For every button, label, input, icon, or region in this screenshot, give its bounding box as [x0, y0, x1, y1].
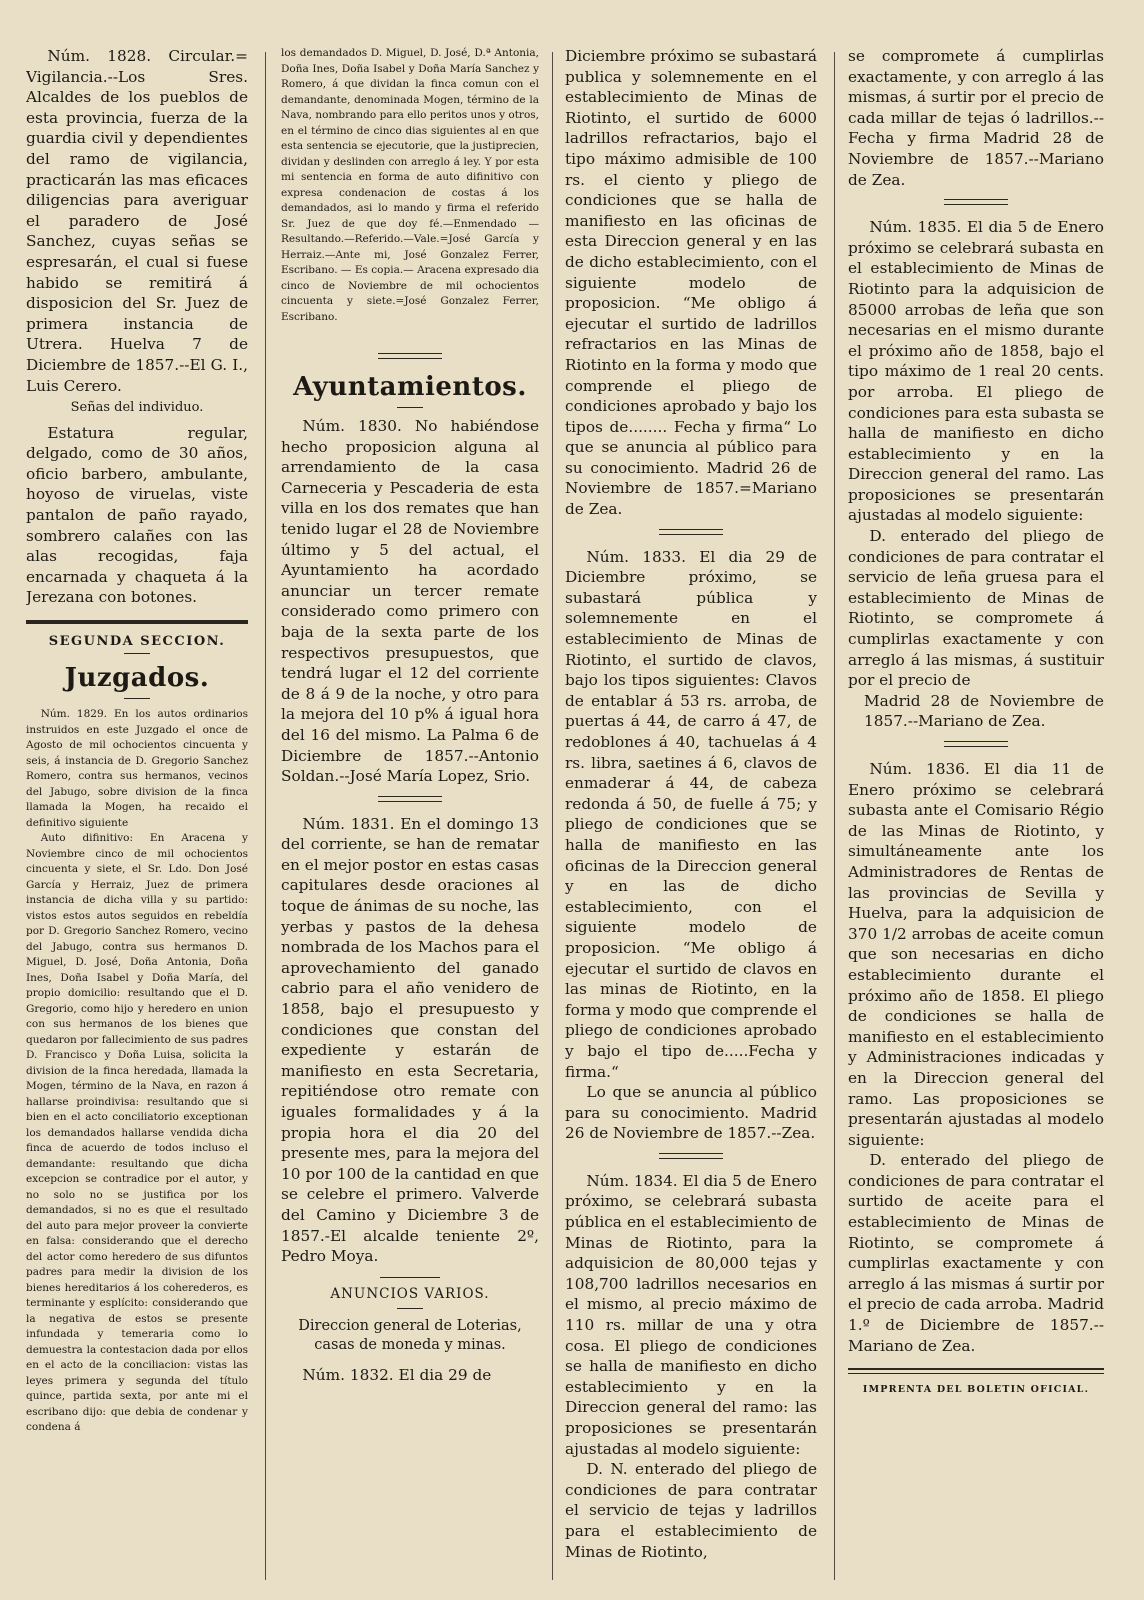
senas-text: Estatura regular, delgado, como de 30 años, oficio barbero, ambulante, hoyoso de viruelas, viste pantalon de paño rayado, sombrero calañes con las alas recogidas, faja encarnada y chaqueta á la Jerezana con botones.	[26, 423, 248, 607]
notice-1836: Núm. 1836. El dia 11 de Enero próximo se celebrará subasta ante el Comisario Régio de las Minas de Riotinto, y simultáneamente ante los Administradores de Rentas de las provincias de Sevilla y Huelva, para la adquisicion de 370 1/2 arrobas de aceite comun que son necesarias en dicho establecimiento durante el próximo año de 1858. El pliego de condiciones se halla de manifiesto en el establecimiento y Administraciones indicadas y en la Direccion general del ramo. Las proposiciones se presentarán ajustadas al modelo siguiente:	[848, 760, 1104, 1149]
ornament-divider	[944, 199, 1008, 205]
notice-1832: Núm. 1832. El dia 29 de	[302, 1365, 492, 1384]
notice-1834-continuation: se compromete á cumplirlas exactamente, y con arreglo á las mismas, á surtir por el precio de cada millar de tejas ó ladrillos.--Fecha y firma Madrid 28 de Noviembre de 1857.--Mariano de Zea.	[848, 47, 1104, 189]
auto-continuation: los demandados D. Miguel, D. José, D.ª Antonia, Doña Ines, Doña Isabel y Doña María Sanchez y Romero, á que dividan la finca comun con el demandante, denominada Mogen, término de la Nava, nombrando para ello peritos unos y otros, en el término de cinco dias siguientes al en que esta sentencia se ejecutorie, que la justiprecien, dividan y deslinden con arreglo á ley. Y por esta mi sentencia en forma de auto difinitivo con expresa condenacion de costas á los demandados, asi lo mando y firma el referido Sr. Juez de que doy fé.—Enmendado —Resultando.—Referido.—Vale.=José García y Herraiz.—Ante mi, José Gonzalez Ferrer, Escribano. — Es copia.— Aracena expresado dia cinco de Noviembre de mil ochocientos cincuenta y siete.=José Gonzalez Ferrer, Escribano.	[281, 47, 539, 323]
ornament-divider	[944, 741, 1008, 747]
notice-1832-continuation: Diciembre próximo se subastará publica y solemnemente en el establecimiento de Minas de Riotinto, el surtido de 6000 ladrillos refractarios, bajo el tipo máximo admisible de 100 rs. el ciento y pliego de condiciones que se halla de manifiesto en las oficinas de esta Direccion general y en las de dicho establecimiento, con el siguiente modelo de proposicion. “Me obligo á ejecutar el surtido de ladrillos refractarios en las Minas de Riotinto en la forma y modo que comprende el pliego de condiciones aprobado y bajo los tipos de........ Fecha y firma“ Lo que se anuncia al público para su conocimiento. Madrid 26 de Noviembre de 1857.=Mariano de Zea.	[565, 47, 817, 519]
column-3	[565, 46, 817, 1590]
direccion-title: Direccion general de Loterias, casas de moneda y minas.	[298, 1317, 522, 1353]
column-divider	[834, 52, 835, 1580]
imprenta-footer: IMPRENTA DEL BOLETIN OFICIAL.	[862, 1384, 1090, 1396]
section-title: SEGUNDA SECCION.	[48, 634, 226, 650]
ornament-divider	[659, 529, 723, 535]
notice-1835-fecha: Madrid 28 de Noviembre de 1857.--Mariano de Zea.	[864, 691, 1104, 731]
notice-1828: Núm. 1828. Circular.= Vigilancia.--Los Sres. Alcaldes de los pueblos de esta provincia, fuerza de la guardia civil y dependientes del ramo de vigilancia, practicarán las mas eficaces diligencias para averiguar el paradero de José Sanchez, cuyas señas se espresarán, el cual si fuese habido se remitirá á disposicion del Sr. Juez de primera instancia de Utrera. Huelva 7 de Diciembre de 1857.--El G. I., Luis Cerero.	[26, 47, 248, 395]
notice-1834-modelo: D. N. enterado del pliego de condiciones de para contratar el servicio de tejas y ladrillos para el establecimiento de Minas de Riotinto,	[565, 1460, 817, 1561]
dash-divider	[397, 407, 423, 408]
dash-divider	[380, 1277, 440, 1278]
notice-1829: Núm. 1829. En los autos ordinarios instruidos en este Juzgado el once de Agosto de mil ochocientos cincuenta y seis, á instancia de D. Gregorio Sanchez Romero, contra sus hermanos, vecinos del Jabugo, sobre division de la finca llamada la Mogen, ha recaido el definitivo siguiente	[26, 708, 248, 829]
double-rule	[848, 1368, 1104, 1374]
heading-ayuntamientos: Ayuntamientos.	[293, 372, 527, 402]
dash-divider	[397, 1308, 423, 1309]
notice-1831: Núm. 1831. En el domingo 13 del corriente, se han de rematar en el mejor postor en estas casas capitulares desde oraciones al toque de ánimas de su noche, las yerbas y pastos de la dehesa nombrada de los Machos para el aprovechamiento del ganado cabrio para el año venidero de 1858, bajo el presupuesto y condiciones que constan del expediente y estarán de manifiesto en esta Secretaria, repitiéndose otro remate con iguales formalidades y á la propia hora el dia 20 del presente mes, para la mejora del 10 por 100 de la cantidad en que se celebre el primero. Valverde del Camino y Diciembre 3 de 1857.-El alcalde teniente 2º, Pedro Moya.	[281, 814, 539, 1266]
auto-difinitivo: Auto difinitivo: En Aracena y Noviembre cinco de mil ochocientos cincuenta y siete, el Sr. Ldo. Don José García y Herraiz, Juez de primera instancia de dicha villa y su partido: vistos estos autos seguidos en rebeldía por D. Gregorio Sanchez Romero, vecino del Jabugo, contra sus hermanos D. Miguel, D. José, Doña Antonia, Doña Ines, Doña Isabel y Doña María, del propio domicilio: resultando que el D. Gregorio, como hijo y heredero en union con sus hermanos de los bienes que quedaron por fallecimiento de sus padres D. Francisco y Doña Luisa, solicita la division de la finca heredada, llamada la Mogen, término de la Nava, en razon á hallarse proindivisa: resultando que si bien en el acto conciliatorio exceptionan los demandados hallarse vendida dicha finca de acuerdo de todos incluso el demandante: resultando que dicha excepcion se contradice por el autor, y no solo no se justifica por los demandados, si no es que el resultado del auto para mejor proveer la convierte en falsa: considerando que el derecho del actor como heredero de sus difuntos padres para medir la division de los bienes hereditarios á los coherederos, es terminante y esplícito: considerando que la negativa de estos se presente infundada y temeraria como lo demuestra la contestacion dada por ellos en el acto de la conciliacion: vistas las leyes primera y segunda del título quince, partida sexta, por ante mi el escribano dijo: que debia de condenar y condena á	[26, 832, 248, 1434]
senas-title: Señas del individuo.	[70, 400, 204, 416]
notice-1836-modelo: D. enterado del pliego de condiciones de para contratar el surtido de aceite para el establecimiento de Minas de Riotinto, se compromete á cumplirlas exactamente y con arreglo á las mismas á surtir por el precio de cada arroba. Madrid 1.º de Diciembre de 1857.--Mariano de Zea.	[848, 1151, 1104, 1355]
anuncios-title: ANUNCIOS VARIOS.	[330, 1285, 490, 1302]
column-divider	[265, 52, 266, 1580]
column-2	[281, 46, 539, 1590]
column-4	[848, 46, 1104, 1590]
notice-1833: Núm. 1833. El dia 29 de Diciembre próximo, se subastará pública y solemnemente en el establecimiento de Minas de Riotinto, el surtido de clavos, bajo los tipos siguientes: Clavos de entablar á 53 rs. arroba, de puertas á 44, de carro á 47, de redoblones á 40, tachuelas á 4 rs. libra, saetines á 6, clavos de enmaderar á 44, de cabeza redonda á 50, de fuelle á 75; y pliego de condiciones que se halla de manifiesto en las oficinas de la Direccion general y en las de dicho establecimiento, con el siguiente modelo de proposicion. “Me obligo á ejecutar el surtido de clavos en las minas de Riotinto, en la forma y modo que comprende el pliego de condiciones aprobado y bajo el tipo de.....Fecha y firma.“	[565, 547, 817, 1081]
notice-1830: Núm. 1830. No habiéndose hecho proposicion alguna al arrendamiento de la casa Carneceria y Pescaderia de esta villa en los dos remates que han tenido lugar el 28 de Noviembre último y 5 del actual, el Ayuntamiento ha acordado anunciar un tercer remate considerado como primero con baja de la sexta parte de los respectivos presupuestos, que tendrá lugar el 12 del corriente de 8 á 9 de la noche, y otro para la mejora del 10 p% á igual hora del 16 del mismo. La Palma 6 de Diciembre de 1857.--Antonio Soldan.--José María Lopez, Srio.	[281, 417, 539, 786]
section-rule	[26, 620, 248, 624]
dash-divider	[124, 698, 150, 699]
notice-1833-end: Lo que se anuncia al público para su conocimiento. Madrid 26 de Noviembre de 1857.--Zea.	[565, 1083, 817, 1143]
dash-divider	[124, 653, 150, 654]
notice-1835-modelo: D. enterado del pliego de condiciones de para contratar el servicio de leña gruesa para el establecimiento de Minas de Riotinto, se compromete á cumplirlas exactamente y con arreglo á las mismas, á sustituir por el precio de	[848, 527, 1104, 690]
notice-1834: Núm. 1834. El dia 5 de Enero próximo, se celebrará subasta pública en el establecimiento de Minas de Riotinto, para la adquisicion de 80,000 tejas y 108,700 ladrillos necesarios en el mismo, al precio máximo de 110 rs. millar de una y otra cosa. El pliego de condiciones se halla de manifiesto en dicho establecimiento y en la Direccion general del ramo: las proposiciones se presentarán ajustadas al modelo siguiente:	[565, 1171, 817, 1458]
ornament-divider	[378, 353, 442, 359]
notice-1835: Núm. 1835. El dia 5 de Enero próximo se celebrará subasta en el establecimiento de Minas de Riotinto para la adquisicion de 85000 arrobas de leña que son necesarias en el mismo durante el próximo año de 1858, bajo el tipo máximo de 1 real 20 cents. por arroba. El pliego de condiciones para esta subasta se halla de manifiesto en dicho establecimiento y en la Direccion general del ramo. Las proposiciones se presentarán ajustadas al modelo siguiente:	[848, 218, 1104, 525]
column-divider	[552, 52, 553, 1580]
ornament-divider	[378, 796, 442, 802]
heading-juzgados: Juzgados.	[64, 663, 210, 694]
column-1	[26, 46, 248, 1590]
ornament-divider	[659, 1153, 723, 1159]
